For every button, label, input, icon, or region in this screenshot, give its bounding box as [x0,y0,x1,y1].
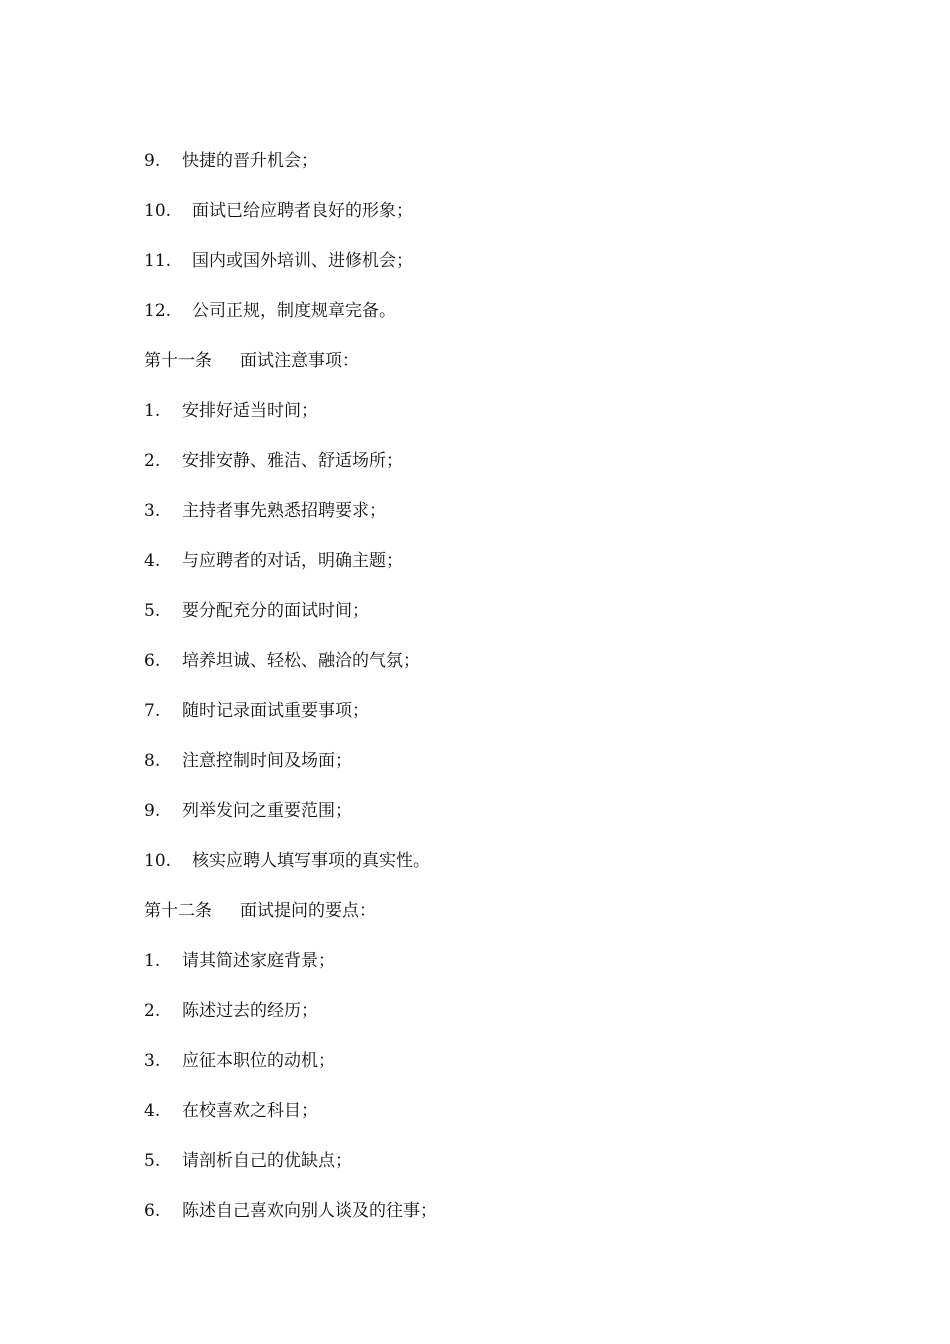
article-heading-12 [144,896,844,946]
item-text: 安排安静、雅洁、舒适场所； [182,451,403,471]
item-text: 请剖析自己的优缺点； [182,1151,352,1171]
item-number: 6. [144,651,161,671]
list-item [144,696,844,746]
list-item [144,846,844,896]
list-item [144,646,844,696]
item-number: 12. [144,301,172,321]
article-title: 面试注意事项： [240,351,359,371]
item-number: 5. [144,601,161,621]
item-text: 面试已给应聘者良好的形象； [192,201,413,221]
item-number: 2. [144,1001,161,1021]
item-text: 公司正规，制度规章完备。 [192,301,396,321]
item-number: 1. [144,951,161,971]
article-number: 第十二条 [144,901,212,921]
item-text: 随时记录面试重要事项； [182,701,369,721]
article-heading-11 [144,346,844,396]
list-item [144,396,844,446]
item-text: 快捷的晋升机会； [182,151,318,171]
list-item [144,1146,844,1196]
item-text: 国内或国外培训、进修机会； [192,251,413,271]
item-number: 10. [144,851,172,871]
list-item [144,996,844,1046]
list-item [144,446,844,496]
list-item [144,196,844,246]
list-item [144,596,844,646]
list-item [144,246,844,296]
item-text: 与应聘者的对话，明确主题； [182,551,403,571]
item-number: 9. [144,801,161,821]
item-text: 注意控制时间及场面； [182,751,352,771]
document-body [144,146,844,1246]
item-number: 3. [144,501,161,521]
item-text: 在校喜欢之科目； [182,1101,318,1121]
item-number: 7. [144,701,161,721]
item-text: 培养坦诚、轻松、融洽的气氛； [182,651,420,671]
item-number: 11. [144,251,172,271]
list-item [144,296,844,346]
item-text: 主持者事先熟悉招聘要求； [182,501,386,521]
item-text: 安排好适当时间； [182,401,318,421]
item-number: 10. [144,201,172,221]
item-number: 4. [144,1101,161,1121]
item-number: 4. [144,551,161,571]
list-item [144,1046,844,1096]
item-number: 2. [144,451,161,471]
list-item [144,496,844,546]
item-text: 请其简述家庭背景； [182,951,335,971]
list-item [144,946,844,996]
list-item [144,146,844,196]
article-number: 第十一条 [144,351,212,371]
item-text: 应征本职位的动机； [182,1051,335,1071]
item-number: 5. [144,1151,161,1171]
item-text: 陈述过去的经历； [182,1001,318,1021]
item-number: 1. [144,401,161,421]
list-item [144,1096,844,1146]
article-title: 面试提问的要点： [240,901,376,921]
item-number: 3. [144,1051,161,1071]
list-item [144,746,844,796]
list-item [144,1196,844,1246]
list-item [144,796,844,846]
item-text: 列举发问之重要范围； [182,801,352,821]
item-text: 核实应聘人填写事项的真实性。 [192,851,430,871]
item-number: 8. [144,751,161,771]
item-text: 要分配充分的面试时间； [182,601,369,621]
list-item [144,546,844,596]
item-number: 6. [144,1201,161,1221]
item-text: 陈述自己喜欢向别人谈及的往事； [182,1201,437,1221]
item-number: 9. [144,151,161,171]
